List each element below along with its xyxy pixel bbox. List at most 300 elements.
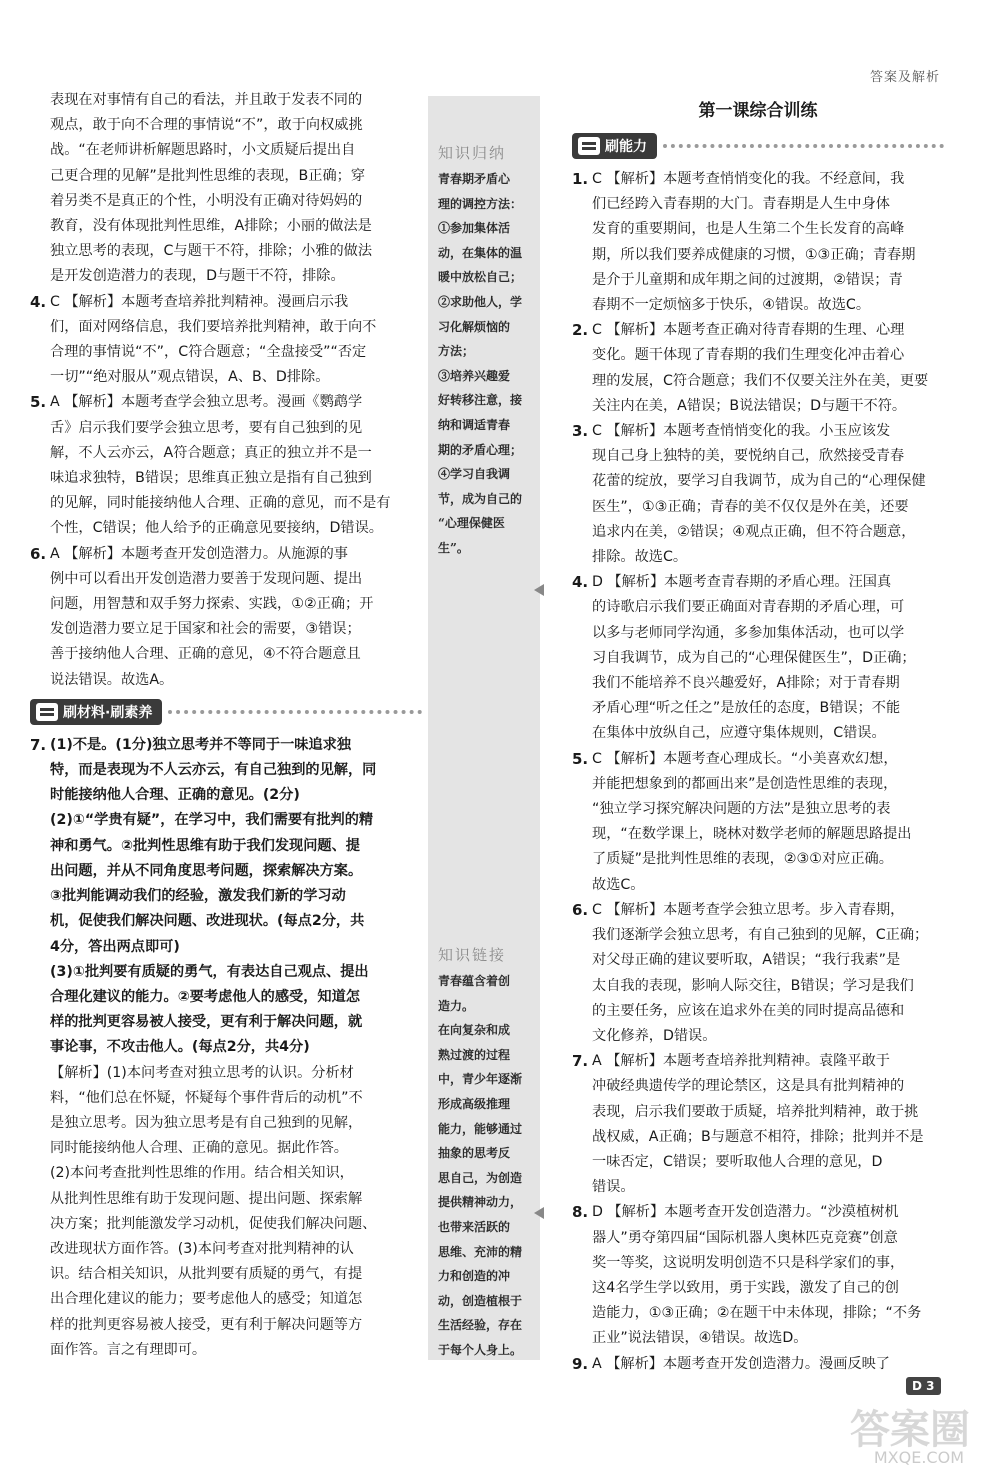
question-line xyxy=(572,747,944,772)
question-number xyxy=(572,1024,592,1049)
question-number xyxy=(572,999,592,1024)
text-line: 改进现状方面作答。(3)本问考查对批判精神的认 xyxy=(50,1240,354,1257)
question-item xyxy=(572,419,944,570)
sidebar-line: 思自己，为创造 xyxy=(438,1170,523,1185)
text-line: 太自我的表现，影响人际交往，B错误；学习是我们 xyxy=(592,977,914,994)
sidebar-line: ④学习自我调 xyxy=(438,467,511,482)
question-number xyxy=(30,1035,50,1060)
unit-title: 第一课综合训练 xyxy=(698,101,818,121)
question-number: 5. xyxy=(30,393,47,412)
text-line: 教育，没有体现批判性思维，A排除；小丽的做法是 xyxy=(50,218,372,235)
question-number xyxy=(572,1175,592,1200)
question-number xyxy=(572,721,592,746)
question-line xyxy=(572,243,944,268)
question-number xyxy=(30,859,50,884)
question-line xyxy=(572,1251,944,1276)
question-number xyxy=(30,491,50,516)
question-line xyxy=(30,617,422,642)
text-line: A 【解析】本题考查培养批判精神。袁隆平敢于 xyxy=(592,1053,890,1070)
question-line xyxy=(572,1276,944,1301)
answer-line xyxy=(30,1035,422,1060)
question-line xyxy=(572,948,944,973)
question-line xyxy=(30,642,422,667)
question-number xyxy=(30,516,50,541)
sidebar-line: 动，创造植根于 xyxy=(438,1293,523,1308)
pointer-arrow-icon xyxy=(534,1207,544,1219)
question-line xyxy=(572,974,944,999)
text-line: 变化。题干体现了青春期的我们生理变化冲击着心 xyxy=(592,347,905,364)
text-line: 例中可以看出开发创造潜力要善于发现问题、提出 xyxy=(50,570,363,587)
question-number xyxy=(572,243,592,268)
question-item xyxy=(572,570,944,746)
question-number xyxy=(572,847,592,872)
question-line xyxy=(572,646,944,671)
text-line: 说法错误。故选A。 xyxy=(50,671,174,688)
text-line: 个性，C错误；他人给予的正确意见要接纳，D错误。 xyxy=(50,520,383,537)
text-line: 战权威，A正确；B与题意不相符，排除；批判并不是 xyxy=(592,1128,924,1145)
question-number xyxy=(572,696,592,721)
section-label: 刷能力 xyxy=(605,139,647,155)
text-line: “独立学习探究解决问题的方法”是独立思考的表 xyxy=(592,801,891,818)
question-line xyxy=(30,416,422,441)
question-number xyxy=(572,646,592,671)
question-line xyxy=(572,520,944,545)
question-number xyxy=(30,884,50,909)
answer-line xyxy=(30,783,422,808)
text-line: 味追求独特，B错误；思维真正独立是指有自己独到 xyxy=(50,470,372,487)
answer-line xyxy=(30,985,422,1010)
question-number xyxy=(30,617,50,642)
question-number xyxy=(30,466,50,491)
question-number xyxy=(30,909,50,934)
question-number xyxy=(572,797,592,822)
knowledge-link-title: 知识链接 xyxy=(438,946,507,964)
question-line xyxy=(572,873,944,898)
question-line xyxy=(572,217,944,242)
text-line: 是独立思考。因为独立思考是有自己独到的见解， xyxy=(50,1114,363,1131)
question-number xyxy=(30,441,50,466)
question-number xyxy=(572,469,592,494)
text-line: 合理化建议的能力。②要考虑他人的感受，知道怎 xyxy=(50,988,360,1005)
question-line xyxy=(572,1150,944,1175)
question-line xyxy=(572,167,944,192)
question-line xyxy=(572,1200,944,1225)
text-line: D 【解析】本题考查青春期的矛盾心理。汪国真 xyxy=(592,574,892,591)
dotted-divider xyxy=(663,144,944,148)
text-line: 【解析】(1)本问考查对独立思考的认识。分析材 xyxy=(50,1064,354,1081)
question-number xyxy=(572,948,592,973)
text-line: 冲破经典遗传学的理论禁区，这是具有批判精神的 xyxy=(592,1078,905,1095)
text-line: 了质疑”是批判性思维的表现，②③①对应正确。 xyxy=(592,851,893,868)
page-number: D 3 xyxy=(906,1377,941,1395)
sidebar-line: 青春蕴含着创 xyxy=(438,974,511,988)
text-line: 这4名学生学以致用，勇于实践，激发了自己的创 xyxy=(592,1279,899,1296)
question-line xyxy=(30,567,422,592)
question-number: 8. xyxy=(572,1203,589,1222)
text-line: (1)不是。(1分)独立思考并不等同于一味追求独 xyxy=(50,736,352,753)
sidebar-line: ①参加集体活 xyxy=(438,221,511,236)
question-line xyxy=(30,290,422,315)
header-label: 答案及解析 xyxy=(869,70,940,85)
text-line: 一切”“绝对服从”观点错误，A、B、D排除。 xyxy=(50,369,330,386)
text-line: 错误。 xyxy=(592,1179,635,1196)
text-line: 矛盾心理“听之任之”是放任的态度，B错误；不能 xyxy=(592,700,901,717)
question-number xyxy=(30,642,50,667)
text-line: 春期不一定烦恼多于快乐，④错误。故选C。 xyxy=(592,297,871,314)
answer-line xyxy=(30,733,422,758)
question-number xyxy=(30,592,50,617)
question-line xyxy=(572,1326,944,1351)
answer-line xyxy=(30,935,422,960)
pen-icon xyxy=(36,703,58,721)
text-line: 是介于儿童期和成年期之间的过渡期，②错误；青 xyxy=(592,271,903,288)
text-line: 表现，启示我们要敢于质疑，培养批判精神，敢于挑 xyxy=(592,1103,919,1120)
text-line: 的诗歌启示我们要正确面对青春期的矛盾心理，可 xyxy=(592,599,905,616)
question-number xyxy=(30,1010,50,1035)
question-line xyxy=(572,621,944,646)
question-line xyxy=(30,491,422,516)
text-line: 的主要任务，应该在追求外在美的同时提高品德和 xyxy=(592,1002,905,1019)
question-line xyxy=(572,495,944,520)
text-line: A 【解析】本题考查开发创造潜力。从施源的事 xyxy=(50,545,348,562)
sidebar-line: 方法； xyxy=(438,344,475,359)
question-item xyxy=(572,318,944,419)
pen-icon xyxy=(578,137,600,155)
question-line xyxy=(30,365,422,390)
question-number xyxy=(572,1276,592,1301)
text-line: 合理的事情说“不”，C符合题意；“全盘接受”“否定 xyxy=(50,344,367,361)
question-number xyxy=(572,974,592,999)
text-line: 时能接纳他人合理、正确的意见。(2分) xyxy=(50,787,300,804)
question-number: 6. xyxy=(572,900,589,919)
text-line: 样的批判更容易被人接受，更有利于解决问题等方 xyxy=(50,1316,363,1333)
text-line: 器人”勇夺第四届“国际机器人奥林匹克竞赛”创意 xyxy=(592,1229,898,1246)
text-line: 追求内在美，②错误；④观点正确，但不符合题意， xyxy=(592,523,916,540)
text-line: 我们不能培养不良兴趣爱好，A排除；对于青春期 xyxy=(592,675,900,692)
section-header-materials xyxy=(30,697,422,727)
question-line xyxy=(572,1301,944,1326)
question-line xyxy=(572,1100,944,1125)
sidebar-line: 于每个人身上。 xyxy=(438,1342,523,1357)
question-line xyxy=(572,268,944,293)
text-line: 花蕾的绽放，要学习自我调节，成为自己的“心理保健 xyxy=(592,473,926,490)
question-number xyxy=(30,935,50,960)
question-number: 4. xyxy=(572,573,589,592)
question-line xyxy=(572,394,944,419)
text-line: 们，面对网络信息，我们要培养批判精神，敢于向不 xyxy=(50,318,377,335)
question-number: 3. xyxy=(572,422,589,441)
text-line: 识。结合相关知识，从批判要有质疑的勇气，有提 xyxy=(50,1266,363,1283)
question-6 xyxy=(30,542,422,693)
knowledge-link-box xyxy=(438,944,536,1363)
text-line: (2)①“学贵有疑”，在学习中，我们需要有批判的精 xyxy=(50,812,374,829)
question-line xyxy=(30,390,422,415)
answer-line xyxy=(30,859,422,884)
question-line xyxy=(30,668,422,693)
question-line xyxy=(30,516,422,541)
question-number xyxy=(572,1226,592,1251)
question-line xyxy=(572,1024,944,1049)
text-line: 我们逐渐学会独立思考，有自己独到的见解，C正确； xyxy=(592,927,929,944)
sidebar-line: 也带来活跃的 xyxy=(438,1219,511,1234)
question-number xyxy=(572,822,592,847)
sidebar-line: 能力，能够通过 xyxy=(438,1121,523,1136)
question-line xyxy=(572,923,944,948)
text-line: 观点，敢于向不合理的事情说“不”，敢于向权威挑 xyxy=(50,117,363,134)
question-number xyxy=(30,960,50,985)
text-line: 关注内在美，A错误；B说法错误；D与题干不符。 xyxy=(592,397,907,414)
question-item xyxy=(572,747,944,898)
text-line: 故选C。 xyxy=(592,876,645,893)
text-line: C 【解析】本题考查正确对待青春期的生理、心理 xyxy=(592,322,905,339)
question-number xyxy=(572,444,592,469)
question-line xyxy=(572,444,944,469)
text-line: 料，“他们总在怀疑，怀疑每个事件背后的动机”不 xyxy=(50,1089,363,1106)
text-line: 排除。故选C。 xyxy=(592,549,688,566)
text-line: 理的发展，C符合题意；我们不仅要关注外在美，更要 xyxy=(592,372,929,389)
text-line: 以多与老师同学沟通，多参加集体活动，也可以学 xyxy=(592,624,905,641)
question-line xyxy=(572,797,944,822)
pointer-arrow-icon xyxy=(534,584,544,596)
question-number xyxy=(30,834,50,859)
question-number: 5. xyxy=(572,749,589,768)
question-number xyxy=(30,758,50,783)
question-line xyxy=(572,545,944,570)
text-line: 并能把想象到的都画出来”是创造性思维的表现， xyxy=(592,775,898,792)
question-line xyxy=(572,1049,944,1074)
text-line: 现，“在数学课上，晓林对数学老师的解题思路提出 xyxy=(592,826,912,843)
question-item xyxy=(572,167,944,318)
question-number xyxy=(572,217,592,242)
question-number xyxy=(30,315,50,340)
sidebar-line: 生活经验，存在 xyxy=(438,1318,523,1333)
question-line xyxy=(572,318,944,343)
question-list xyxy=(572,167,944,1377)
answer-line xyxy=(30,834,422,859)
sidebar-line: 好转移注意，接 xyxy=(438,393,523,408)
text-line: 是开发创造潜力的表现，D与题干不符，排除。 xyxy=(50,268,345,285)
sidebar-line: 纳和调适青春 xyxy=(438,417,511,432)
question-number xyxy=(572,293,592,318)
question-number: 9. xyxy=(572,1354,589,1373)
text-line: 奖一等奖，这说明发明创造不只是科学家们的事， xyxy=(592,1254,905,1271)
text-line: (3)①批判要有质疑的勇气，有表达自己观点、提出 xyxy=(50,963,369,980)
intro-paragraph xyxy=(30,88,422,290)
text-line: 们已经跨入青春期的大门。青春期是人生中身体 xyxy=(592,196,890,213)
text-line: 舌》启示我们要学会独立思考，要有自己独到的见 xyxy=(50,419,363,436)
text-line: 战。“在老师讲析解题思路时，小文质疑后提出自 xyxy=(50,142,356,159)
sidebar-line: 习化解烦恼的 xyxy=(438,319,511,334)
text-line: 的见解，同时能接纳他人合理、正确的意见，而不是有 xyxy=(50,495,391,512)
text-line: C 【解析】本题考查悄悄变化的我。小玉应该发 xyxy=(592,423,891,440)
question-line xyxy=(572,343,944,368)
sidebar-line: 节，成为自己的 xyxy=(438,491,523,506)
text-line: 机，促使我们解决问题、改进现状。(每点2分，共 xyxy=(50,913,365,930)
question-line xyxy=(572,999,944,1024)
question-number xyxy=(572,394,592,419)
answer-line xyxy=(30,960,422,985)
text-line: 习自我调节，成为自己的“心理保健医生”，D正确； xyxy=(592,649,916,666)
text-line: A 【解析】本题考查开发创造潜力。漫画反映了 xyxy=(592,1355,890,1372)
question-item xyxy=(572,898,944,1049)
sidebar-line: 中，青少年逐渐 xyxy=(438,1072,523,1087)
question-line xyxy=(30,441,422,466)
text-line: C 【解析】本题考查悄悄变化的我。不经意间，我 xyxy=(592,171,905,187)
question-number: 1. xyxy=(572,170,589,188)
question-line xyxy=(572,696,944,721)
text-line: 一味否定，C错误；要听取他人合理的意见，D xyxy=(592,1153,883,1170)
sidebar-line: 熟过渡的过程 xyxy=(438,1047,511,1062)
text-line: C 【解析】本题考查培养批判精神。漫画启示我 xyxy=(50,293,349,310)
question-number: 2. xyxy=(572,321,589,340)
question-line xyxy=(572,822,944,847)
question-number xyxy=(30,340,50,365)
question-number xyxy=(30,668,50,693)
text-line: 神和勇气。②批判性思维有助于我们发现问题、提 xyxy=(50,837,360,854)
question-number xyxy=(30,416,50,441)
question-number xyxy=(572,671,592,696)
question-number xyxy=(30,365,50,390)
question-number xyxy=(572,1251,592,1276)
text-line: 善于接纳他人合理、正确的意见，④不符合题意且 xyxy=(50,646,361,663)
text-line: 决方案；批判能激发学习动机，促使我们解决问题、 xyxy=(50,1215,377,1232)
question-item xyxy=(572,1200,944,1351)
question-item xyxy=(572,1049,944,1200)
sidebar-line: 抽象的思考反 xyxy=(438,1146,511,1161)
question-number xyxy=(572,1125,592,1150)
question-line xyxy=(572,1125,944,1150)
watermark-url: MXQE.COM xyxy=(873,1448,964,1467)
text-line: 正业”说法错误，④错误。故选D。 xyxy=(592,1330,808,1347)
question-line xyxy=(572,293,944,318)
text-line: 表现在对事情有自己的看法，并且敢于发表不同的 xyxy=(50,92,363,108)
text-line: 着另类不是真正的个性，小明没有正确对待妈妈的 xyxy=(50,192,363,209)
question-number: 7. xyxy=(30,735,47,754)
question-5 xyxy=(30,390,422,541)
question-line xyxy=(30,466,422,491)
answer-line xyxy=(30,884,422,909)
knowledge-summary-box xyxy=(438,142,536,561)
section-header-ability xyxy=(572,131,944,161)
text-line: ③批判能调动我们的经验，激发我们新的学习动 xyxy=(50,888,346,905)
knowledge-summary-title: 知识归纳 xyxy=(438,144,507,162)
question-number xyxy=(572,923,592,948)
question-number xyxy=(572,1326,592,1351)
sidebar-line: “心理保健医 xyxy=(438,516,505,531)
sidebar-line: 形成高级推理 xyxy=(438,1096,511,1111)
question-number xyxy=(572,1301,592,1326)
question-line xyxy=(30,592,422,617)
question-number xyxy=(572,873,592,898)
text-line: 文化修养，D错误。 xyxy=(592,1027,717,1044)
text-line: C 【解析】本题考查心理成长。“小美喜欢幻想， xyxy=(592,750,898,767)
text-line: 问题，用智慧和双手努力探索、实践，①②正确；开 xyxy=(50,596,374,613)
question-number xyxy=(572,772,592,797)
question-number xyxy=(30,567,50,592)
question-line xyxy=(572,1226,944,1251)
left-column xyxy=(30,88,422,1363)
text-line: 造能力，①③正确；②在题干中未体现，排除；“不务 xyxy=(592,1305,922,1322)
sidebar-line: ②求助他人，学 xyxy=(438,294,523,309)
question-line xyxy=(572,570,944,595)
text-line: 解，不人云亦云，A符合题意；真正的独立并不是一 xyxy=(50,444,372,461)
question-line xyxy=(572,1352,944,1377)
question-item xyxy=(572,1352,944,1377)
sidebar-line: 理的调控方法： xyxy=(438,196,523,211)
text-line: 在集体中放纵自己，应遵守集体规则，C错误。 xyxy=(592,725,886,742)
section-label: 刷材料·刷素养 xyxy=(63,704,153,721)
question-line xyxy=(572,469,944,494)
question-line xyxy=(572,1175,944,1200)
question-number xyxy=(30,808,50,833)
sidebar-line: ③培养兴趣爱 xyxy=(438,368,511,383)
question-number xyxy=(572,520,592,545)
question-line xyxy=(572,847,944,872)
text-line: 对父母正确的建议要听取，A错误；“我行我素”是 xyxy=(592,952,901,969)
question-number: 4. xyxy=(30,292,47,311)
question-number: 7. xyxy=(572,1052,589,1071)
question-line xyxy=(572,1074,944,1099)
question-4 xyxy=(30,290,422,391)
question-line xyxy=(30,340,422,365)
text-line: C 【解析】本题考查学会独立思考。步入青春期， xyxy=(592,901,905,918)
text-line: 面作答。言之有理即可。 xyxy=(50,1341,207,1358)
section-badge xyxy=(30,699,162,725)
sidebar-line: 力和创造的冲 xyxy=(438,1269,511,1284)
text-line: 发育的重要期间，也是人生第二个生长发育的高峰 xyxy=(592,221,905,238)
question-number xyxy=(572,1100,592,1125)
text-line: 出合理化建议的能力；要考虑他人的感受；知道怎 xyxy=(50,1291,363,1308)
text-line: (2)本问考查批判性思维的作用。结合相关知识， xyxy=(50,1165,354,1182)
text-line: A 【解析】本题考查学会独立思考。漫画《鹦鹉学 xyxy=(50,394,363,411)
text-line: 己更合理的见解”是批判性思维的表现，B正确；穿 xyxy=(50,167,366,184)
question-number xyxy=(572,621,592,646)
text-line: 同时能接纳他人合理、正确的意见。据此作答。 xyxy=(50,1140,348,1157)
text-line: 出问题，并从不同角度思考问题，探索解决方案。 xyxy=(50,862,363,879)
question-number xyxy=(572,192,592,217)
text-line: 发创造潜力要立足于国家和社会的需要，③错误； xyxy=(50,621,361,638)
answer-line xyxy=(30,808,422,833)
text-line: 独立思考的表现，C与题干不符，排除；小雅的做法 xyxy=(50,243,373,260)
sidebar-line: 造力。 xyxy=(438,998,475,1013)
question-line xyxy=(572,595,944,620)
text-line: 样的批判更容易被人接受，更有利于解决问题，就 xyxy=(50,1014,363,1031)
question-number xyxy=(572,1074,592,1099)
sidebar-line: 生”。 xyxy=(438,540,469,555)
right-column xyxy=(572,96,944,1377)
text-line: 特，而是表现为不人云亦云，有自己独到的见解，同 xyxy=(50,762,377,779)
dotted-divider xyxy=(168,710,422,714)
question-number xyxy=(30,783,50,808)
text-line: 医生”，①③正确；青春的美不仅仅是外在美，还要 xyxy=(592,498,909,515)
sidebar-line: 在向复杂和成 xyxy=(438,1023,511,1038)
question-number xyxy=(572,343,592,368)
text-line: 4分，答出两点即可) xyxy=(50,938,180,955)
question-line xyxy=(30,542,422,567)
text-line: 现自己身上独特的美，要悦纳自己，欣然接受青春 xyxy=(592,448,905,465)
question-line xyxy=(30,315,422,340)
text-line: 从批判性思维有助于发现问题、提出问题、探索解 xyxy=(50,1190,363,1207)
question-line xyxy=(572,671,944,696)
question-number xyxy=(572,495,592,520)
sidebar-line: 青春期矛盾心 xyxy=(438,172,511,186)
answer-line xyxy=(30,909,422,934)
text-line: D 【解析】本题考查开发创造潜力。“沙漠植树机 xyxy=(592,1204,899,1221)
question-line xyxy=(572,369,944,394)
sidebar-line: 思维、充沛的精 xyxy=(438,1244,523,1259)
question-number xyxy=(572,1150,592,1175)
question-line xyxy=(572,192,944,217)
